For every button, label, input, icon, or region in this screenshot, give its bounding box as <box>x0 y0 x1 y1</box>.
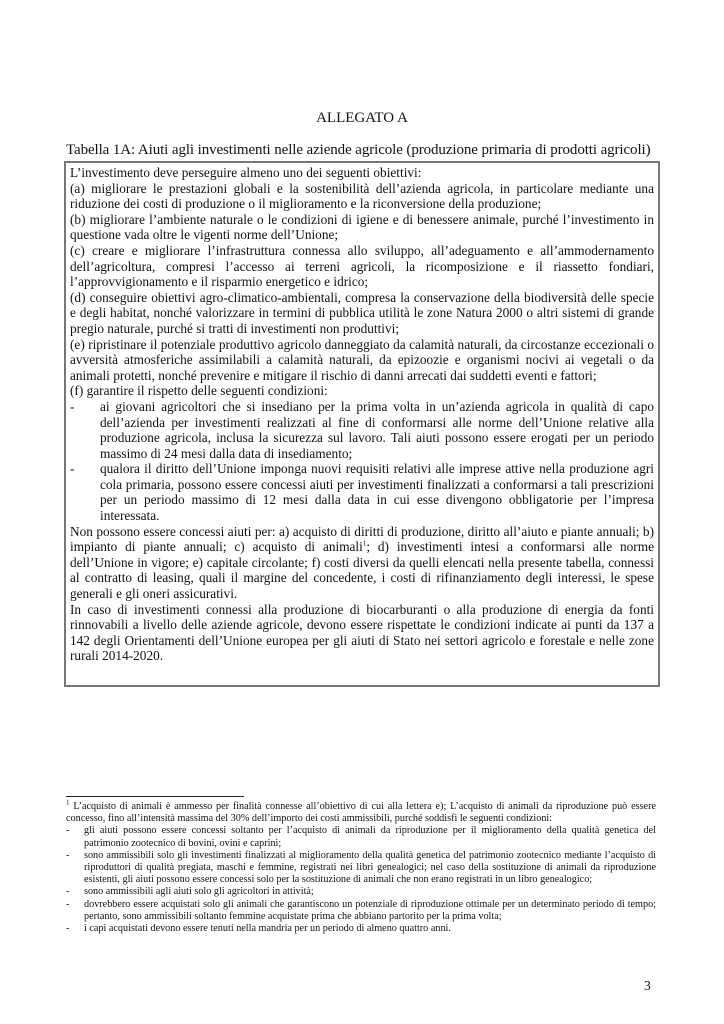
footnote-item-text: i capi acquistati devono essere tenuti nella mandria per un periodo di almeno quattro anni. <box>84 923 451 935</box>
objective-f: (f) garantire il rispetto delle seguenti condizioni: <box>70 383 328 399</box>
footnote-number: 1 <box>66 798 70 807</box>
condition-item <box>70 461 654 523</box>
footnote-reference[interactable]: 1 <box>362 539 367 548</box>
exclusions-text-start: Non possono essere concessi aiuti per: a) acquisto di diritti di produzione, diritto all’aiuto e piante annuali; b) impianto di piante annuali; c) acquisto di animali <box>70 523 654 555</box>
dash-marker: - <box>66 849 70 861</box>
dash-marker: - <box>70 461 75 477</box>
footnotes <box>66 798 656 935</box>
footnote-item-text: sono ammissibili agli aiuti solo gli agricoltori in attività; <box>84 886 314 898</box>
objective-c: (c) creare e migliorare l’infrastruttura connessa allo sviluppo, all’adeguamento e all’ammodernamento dell’agricoltura, compresi l’accesso ai terreni agricoli, la ricomposizione e il riassetto fondiari, l’approvvigionamento e il risparmio energetico e idrico; <box>70 242 654 290</box>
table-content <box>66 163 658 664</box>
exclusions-text-end: ; d) investimenti intesi a conformarsi alle norme dell’Unione in vigore; e) capitale circolante; f) costi diversi da quelli elencati nella presente tabella, connessi al contratto di leasing, quali il margine del concedente, i costi di rifinanziamento degli interessi, le spese generali e gli oneri assicurativi. <box>70 539 654 602</box>
footnote-separator <box>66 796 244 797</box>
page-number: 3 <box>644 978 651 993</box>
footnote-item <box>66 825 656 849</box>
condition-item <box>70 399 654 461</box>
footnote-item-text: gli aiuti possono essere concessi soltanto per l’acquisto di animali da riproduzione per il miglioramento della qualità genetica del patrimonio zootecnico di bovini, ovini e caprini; <box>84 825 656 849</box>
footnote-item <box>66 850 656 887</box>
footnote-text: L’acquisto di animali è ammesso per finalità connesse all’obiettivo di cui alla lettera e); L’acquisto di animali da riproduzione può essere concesso, fino all’intensità massima del 30% dell’importo dei costi ammissibili, purché soddisfi le seguenti condizioni: <box>66 801 656 825</box>
footnote-item <box>66 886 656 898</box>
dash-marker: - <box>70 398 75 414</box>
dash-marker: - <box>66 898 70 910</box>
footnote-item-text: dovrebbero essere acquistati solo gli animali che garantiscono un potenziale di riproduzione ottimale per un determinato periodo di tempo; pertanto, sono ammissibili soltanto femmine acquistate prima che abbiano partorito per la prima volta; <box>84 898 656 922</box>
footnote-item-text: sono ammissibili solo gli investimenti finalizzati al miglioramento della qualità genetica del patrimonio zootecnico mediante l’acquisto di riproduttori di qualità pregiata, maschi e femmine, registrati nei libri genealogici; nel caso della sostituzione di animali da riproduzione esistenti, gli aiuti possono essere concessi solo per la sostituzione di animali che non erano registrati in un libro genealogico; <box>84 849 656 886</box>
dash-marker: - <box>66 886 70 898</box>
condition-text: ai giovani agricoltori che si insediano per la prima volta in un’azienda agricola in qualità di capo dell’azienda per investimenti realizzati al fine di conformarsi alle norme dell’Unione relative alla produzione agricola, inclusa la sicurezza sul lavoro. Tali aiuti possono essere erogati per un periodo massimo di 24 mesi dalla data di insediamento; <box>100 398 654 461</box>
footnote-item <box>66 899 656 923</box>
objective-a: (a) migliorare le prestazioni globali e la sostenibilità dell’azienda agricola, in particolare mediante una riduzione dei costi di produzione o il miglioramento e la riconversione della produzione; <box>70 180 654 212</box>
biofuel-paragraph: In caso di investimenti connessi alla produzione di biocarburanti o alla produzione di energia da fonti rinnovabili a livello delle aziende agricole, devono essere rispettate le condizioni indicate ai punti da 137 a 142 degli Orientamenti dell’Unione europea per gli aiuti di Stato nei settori agricolo e forestale e nelle zone rurali 2014-2020. <box>70 601 654 664</box>
dash-marker: - <box>66 825 70 837</box>
footnote-intro <box>66 798 656 825</box>
objectives-intro: L’investimento deve perseguire almeno uno dei seguenti obiettivi: <box>70 165 422 180</box>
dash-marker: - <box>66 923 70 935</box>
objective-e: (e) ripristinare il potenziale produttivo agricolo danneggiato da calamità naturali, da circostanze eccezionali o avversità atmosferiche assimilabili a calamità naturali, da epizoozie e organismi nocivi ai vegetali o da animali protetti, nonché prevenire e mitigare il rischio di danni arrecati dai suddetti eventi e fattori; <box>70 336 654 383</box>
objective-d: (d) conseguire obiettivi agro-climatico-ambientali, compresa la conservazione della biodiversità delle specie e degli habitat, nonché valorizzare in termini di pubblica utilità le zone Natura 2000 o altri sistemi di grande pregio naturale, purché si tratti di investimenti non produttivi; <box>70 289 654 336</box>
table-box <box>64 161 660 687</box>
table-caption: Tabella 1A: Aiuti agli investimenti nelle aziende agricole (produzione primaria di prodotti agricoli) <box>66 142 651 158</box>
footnote-item <box>66 923 656 935</box>
condition-text: qualora il diritto dell’Unione imponga nuovi requisiti relativi alle imprese attive nella produzione agri cola primaria, possono essere concessi aiuti per investimenti finalizzati a conformarsi a tali prescrizioni per un periodo massimo di 12 mesi dalla data in cui esse divengono obbligatorie per l’impresa interessata. <box>100 461 654 524</box>
objective-b: (b) migliorare l’ambiente naturale o le condizioni di igiene e di benessere animale, purché l’investimento in questione vada oltre le vigenti norme dell’Unione; <box>70 211 654 243</box>
annex-title: ALLEGATO A <box>316 110 408 126</box>
exclusions-paragraph <box>70 524 654 602</box>
